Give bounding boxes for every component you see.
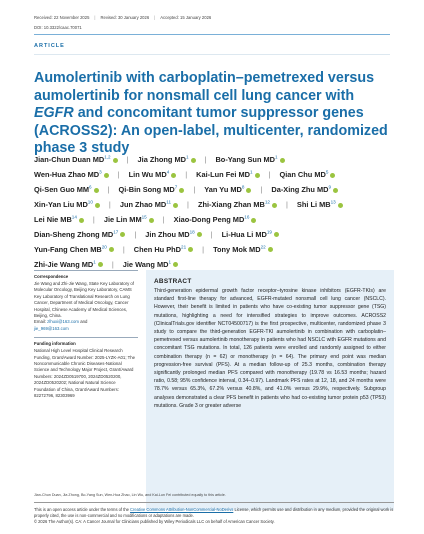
orcid-icon[interactable] [197,232,202,237]
revised-date: Revised: 30 January 2026 [100,15,150,20]
email-and: and [80,319,88,325]
copyright-line: © 2026 The Author(s). CA: A Cancer Journal for Clinicians published by Wiley Periodicals LLC on behalf of American Cancer Society. [34,519,275,525]
author-name[interactable]: Qian Chu $MD^5$ [279,170,335,179]
author-name[interactable]: Shi Li MB$^{13}$ [297,200,343,209]
equal-contribution-note: Jian-Chun Duan, Jia Zhong, Bo-Yang Sun, Wen-Hua Zhao, Lin Wu, and Kai-Lun Fei contributed equally to this article. [34,493,226,497]
label-divider [34,54,390,55]
author-row: Zhi-Jie Wang $MD^1$ | Jie Wang $MD^1$ [34,256,394,271]
author-name[interactable]: Bo-Yang Sun $MD^1$ [215,155,284,164]
correspondence-email [34,319,138,332]
article-title: Aumolertinib with carboplatin–pemetrexed versus aumolertinib for nonsmall cell lung cancer with EGFR and concomitant tumor suppressor genes (ACROSS2): An open-label, multicenter, randomized phase 3 study [34,70,388,157]
funding-body: National High Level Hospital Clinical Research Funding, Grant/Award Number: 2025-LYZK-A01; The Noncommunicable Chronic Diseases-National Science and Technology Major Project, Grant/Award Numbers: 2024ZD0519700, 2024ZD0520200, 2024ZD0520202; National Natural Science Foundation of China, Grant/Award Numbers: 82272796, 82303969 [34,348,136,399]
orcid-icon[interactable] [280,158,285,163]
author-name[interactable]: Xiao-Dong Peng MD$^{16}$ [174,215,257,224]
orcid-icon[interactable] [338,203,343,208]
orcid-icon[interactable] [120,232,125,237]
author-name[interactable]: Lei Nie MB$^{14}$ [34,215,84,224]
author-row: Yun-Fang Chen MB$^{20}$ | Chen Hu PhD$^{21}$ | Tony Mok MD$^{22}$ [34,241,394,256]
email-link-1[interactable]: zlhuxi@163.com [47,319,79,325]
doi-link[interactable]: DOI: 10.3322/caac.70071 [34,25,82,30]
orcid-icon[interactable] [330,173,335,178]
received-date: Received: 22 November 2025 [34,15,90,20]
author-row: Lei Nie MB$^{14}$ | Jie Lin MM$^{15}$ | Xiao-Dong Peng MD$^{16}$ [34,212,394,227]
author-row: Wen-Hua Zhao $MD^3$ | Lin Wu $MD^4$ | Kai-Lun Fei $MD^1$ | Qian Chu $MD^5$ [34,167,394,182]
email-label: Email: [34,319,46,325]
author-row: Qi-Sen Guo $MM^6$ | Qi-Bin Song $MD^7$ | Yan Yu $MD^8$ | Da-Xing Zhu $MD^9$ [34,182,394,197]
orcid-icon[interactable] [94,188,99,193]
author-name[interactable]: Jie Lin MM$^{15}$ [104,215,154,224]
orcid-icon[interactable] [333,188,338,193]
author-row: Dian-Sheng Zhong MD$^{17}$ | Jin Zhou MD$^{18}$ | Li-Hua Li MD$^{19}$ [34,226,394,241]
orcid-icon[interactable] [188,247,193,252]
orcid-icon[interactable] [95,203,100,208]
orcid-icon[interactable] [268,247,273,252]
orcid-icon[interactable] [173,203,178,208]
header-divider [34,34,390,35]
publication-dates: Received: 22 November 2025 | Revised: 30 January 2026 | Accepted: 15 January 2026 [34,15,212,20]
orcid-icon[interactable] [255,173,260,178]
orcid-icon[interactable] [149,218,154,223]
section-label: ARTICLE [34,43,65,49]
accepted-date: Accepted: 15 January 2026 [160,15,212,20]
footer-divider [34,502,394,503]
author-name[interactable]: Jie Wang $MD^1$ [123,260,178,269]
correspondence-heading: Correspondence [34,273,69,279]
orcid-icon[interactable] [251,218,256,223]
author-name[interactable]: Yun-Fang Chen MB$^{20}$ [34,245,114,254]
email-link-2[interactable]: jie_969@163.com [34,325,69,331]
orcid-icon[interactable] [274,232,279,237]
correspondence-body: Jie Wang and Zhi-Jie Wang, State Key Laboratory of Molecular Oncology, Beijing Key Laboratory, CAMS Key Laboratory of Translational Research on Lung Cancer, Department of Medical Oncology, Cancer Hospital, Chinese Academy of Medical Sciences, Beijing, China. [34,281,134,319]
orcid-icon[interactable] [109,247,114,252]
license-statement: This is an open access article under the terms of the Creative Commons Attribution-NonCommercial-NoDerivs License, which permits use and distribution in any medium, provided the original work is properly cited, the use is non-commercial and no modifications or adaptations are made. © 2026 The Author(s). CA: A Cancer Journal for Clinicians published by Wiley Periodicals LLC on behalf of American Cancer Society. [34,507,394,525]
orcid-icon[interactable] [179,188,184,193]
author-name[interactable]: Da-Xing Zhu $MD^9$ [271,185,338,194]
orcid-icon[interactable] [171,173,176,178]
author-name[interactable]: Lin Wu $MD^4$ [129,170,177,179]
author-row: Xin-Yan Liu MD$^{10}$ | Jun Zhao MD$^{11}$ | Zhi-Xiang Zhan MB$^{12}$ | Shi Li MB$^{13}$ [34,197,394,212]
funding-heading: Funding information [34,340,76,346]
abstract-heading: ABSTRACT [154,278,192,285]
author-name[interactable]: Jin Zhou MD$^{18}$ [145,230,201,239]
author-name[interactable]: Jia Zhong $MD^1$ [138,155,196,164]
abstract-text: Third-generation epidermal growth factor receptor–tyrosine kinase inhibitors (EGFR-TKIs) are standard first-line therapy for advanced, EGFR-mutated nonsmall cell lung cancer (NSCLC). However, their benefit is limited in patients who have co-existing tumor suppressor gene (TSG) mutations, highlighting a need for intensified strategies to improve outcomes. ACROSS2 (ClinicalTrials.gov identifier NCT04500717) is the first prospective, multicenter, randomized phase 3 study to compare the third-generation EGFR-TKI aumolertinib in combination with carboplatin–pemetrexed versus aumolertinib monotherapy in patients who had NSCLC with EGFR mutations and concomitant TSG mutations. In total, 126 patients were enrolled and randomly assigned to either combination therapy (n = 62) or monotherapy (n = 64). The primary end point was median progression-free survival (PFS). At a median follow-up of 25.3 months, combination therapy significantly prolonged median PFS compared with monotherapy (19.78 vs 16.53 months; hazard ratio, 0.58; 95% confidence interval, 0.34–0.97). Landmark PFS rates at 12, 18, and 24 months were 78.7% versus 65.3%, 67.2% versus 40.8%, and 41.0% versus 29.9%, respectively. Subgroup analyses demonstrated a clear PFS benefit in patients who had co-existing tumor protein p53 (TP53) mutations. Grade 3 or greater adverse [154,288,386,409]
author-name[interactable]: Chen Hu PhD$^{21}$ [134,245,193,254]
author-name[interactable]: Zhi-Jie Wang $MD^1$ [34,260,103,269]
abstract-box [146,270,394,510]
author-name[interactable]: Zhi-Xiang Zhan MB$^{12}$ [198,200,277,209]
author-name[interactable]: Dian-Sheng Zhong MD$^{17}$ [34,230,125,239]
orcid-icon[interactable] [113,158,118,163]
license-link[interactable]: Creative Commons Attribution-NonCommercial-NoDerivs [130,507,234,512]
orcid-icon[interactable] [272,203,277,208]
author-name[interactable]: Qi-Bin Song $MD^7$ [119,185,185,194]
sidebar-divider [34,270,138,271]
author-name[interactable]: Jun Zhao MD$^{11}$ [120,200,178,209]
author-row: Jian-Chun Duan MD$^{1,2}$ | Jia Zhong $MD^1$ | Bo-Yang Sun $MD^1$ [34,152,394,167]
author-list [34,152,394,271]
author-name[interactable]: Jian-Chun Duan MD$^{1,2}$ [34,155,118,164]
author-name[interactable]: Wen-Hua Zhao $MD^3$ [34,170,109,179]
author-name[interactable]: Xin-Yan Liu MD$^{10}$ [34,200,100,209]
author-name[interactable]: Yan Yu $MD^8$ [204,185,251,194]
orcid-icon[interactable] [173,262,178,267]
article-sidebar [34,270,138,400]
orcid-icon[interactable] [79,218,84,223]
author-name[interactable]: Qi-Sen Guo $MM^6$ [34,185,99,194]
orcid-icon[interactable] [98,262,103,267]
orcid-icon[interactable] [191,158,196,163]
author-name[interactable]: Li-Hua Li MD$^{19}$ [222,230,279,239]
sidebar-divider [34,337,138,338]
author-name[interactable]: Kai-Lun Fei $MD^1$ [196,170,259,179]
orcid-icon[interactable] [246,188,251,193]
orcid-icon[interactable] [104,173,109,178]
author-name[interactable]: Tony Mok MD$^{22}$ [213,245,273,254]
